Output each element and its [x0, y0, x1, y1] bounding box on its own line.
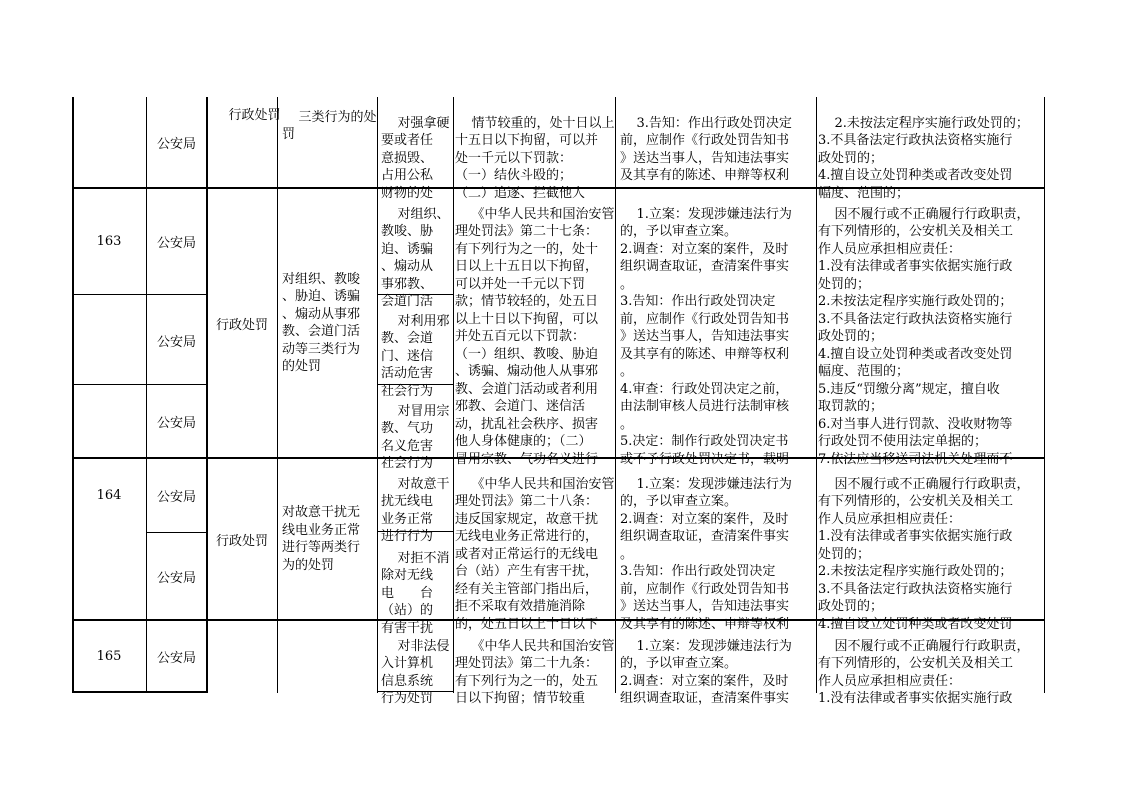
process-cell	[620, 97, 815, 188]
row-number: 164	[96, 488, 122, 503]
item-label: 三类行为的处 罚	[282, 109, 377, 142]
item-cell	[282, 188, 377, 458]
sub-item-cell	[381, 458, 453, 544]
liability-cell	[818, 620, 1044, 706]
dept-label: 公安局	[156, 571, 196, 586]
category-label: 行政处罚	[215, 317, 268, 333]
sub-item-label: 对利用邪 教、会道 门、迷信 活动危害 社会行为	[381, 313, 450, 399]
liability-text: 2.未按法定程序实施行政处罚的； 3.不具备法定行政执法资格实施行 政处罚的； 4.擅自设立处罚种类或者改变处罚 幅度、范围的；	[818, 115, 1029, 201]
sub-item-cell	[381, 295, 453, 399]
table-border	[146, 384, 207, 385]
table-border	[72, 619, 1045, 621]
sub-item-cell	[381, 620, 453, 706]
process-cell	[620, 620, 815, 706]
table-border	[377, 384, 453, 385]
table-border	[377, 691, 453, 692]
category-label: 行政处罚	[228, 107, 281, 123]
basis-text: 情节较重的，处十日以上 十五日以下拘留，可以并 处一千元以下罚款： （一）结伙斗殴的； （二）追逐、拦截他人	[455, 115, 615, 201]
item-label: 对组织、教唆 、胁迫、诱骗 、煽动从事邪 教、会道门活 动等三类行为 的处罚	[282, 271, 361, 374]
row-number: 163	[96, 234, 122, 249]
category-cell	[207, 188, 277, 458]
process-text: 3.告知：作出行政处罚决定 前，应制作《行政处罚告知书 》送达当事人，告知违法事实 及其享有的陈述、申辩等权利	[620, 115, 792, 183]
sub-item-label: 对非法侵 入计算机 信息系统 行为处罚	[381, 638, 450, 706]
liability-cell	[818, 188, 1044, 467]
basis-cell	[455, 97, 615, 201]
dept-cell	[146, 97, 207, 188]
table-border	[72, 691, 207, 693]
table-border	[377, 531, 453, 532]
row-number-cell	[72, 188, 146, 295]
basis-text: 《中华人民共和国治安管 理处罚法》第二十九条： 有下列行为之一的，处五 日以下拘留；情节较重	[455, 638, 615, 706]
item-cell	[282, 458, 377, 620]
liability-cell	[818, 97, 1044, 201]
row-number-cell	[72, 620, 146, 692]
category-cell	[212, 89, 281, 123]
process-text: 1.立案：发现涉嫌违法行为 的，予以审查立案。 2.调查：对立案的案件，及时 组织调查取证，查清案件事实	[620, 638, 792, 706]
liability-text: 因不履行或不正确履行行政职责， 有下列情形的，公安机关及相关工 作人员应承担相应责任： 1.没有法律或者事实依据实施行政 处罚的； 2.未按法定程序实施行政处罚的； 3.不具备法定行政执法资格实施行 政处罚的； 4.擅自设立处罚种类或者改变处罚	[818, 476, 1030, 632]
dept-label: 公安局	[156, 334, 196, 350]
dept-label: 公安局	[156, 490, 196, 505]
table-border	[72, 384, 146, 385]
row-number-cell	[72, 458, 146, 533]
table-border	[72, 457, 1045, 459]
sub-item-cell	[381, 532, 453, 636]
process-cell	[620, 188, 815, 467]
dept-cell	[146, 295, 207, 385]
sub-item-label: 对拒不消 除对无线 电 台 （站）的 有害干扰	[381, 550, 450, 636]
table-border	[146, 294, 207, 295]
basis-text: 《中华人民共和国治安管 理处罚法》第二十八条： 违反国家规定，故意干扰 无线电业务正常进行的， 或者对正常运行的无线电 台（站）产生有害干扰， 经有关主管部门指出后， 拒不采取有效措施消除 的，处五日以上十日以下	[455, 476, 615, 632]
sub-item-cell	[381, 385, 453, 471]
process-cell	[620, 458, 815, 632]
dept-label: 公安局	[156, 650, 196, 666]
table-border	[72, 294, 146, 295]
basis-text: 《中华人民共和国治安管 理处罚法》第二十七条： 有下列行为之一的，处十 日以上十五日以下拘留， 可以并处一千元以下罚 款；情节较轻的，处五日 以上十日以下拘留，可以 并处五百元以下罚款： （一）组织、教唆、胁迫 、诱骗、煽动他人从事邪 教、会道门活动或者利用 邪教、会道门、迷信活 动，扰乱社会秩序、损害 他人身体健康的；（二） 冒用宗教、气功名义进行	[455, 206, 615, 467]
sub-item-label: 对故意干 扰无线电 业务正常 进行行为	[381, 476, 450, 544]
dept-cell	[146, 385, 207, 458]
basis-cell	[455, 620, 615, 706]
dept-cell	[146, 458, 207, 533]
dept-cell	[146, 188, 207, 295]
basis-cell	[455, 458, 615, 632]
dept-label: 公安局	[156, 236, 196, 251]
item-label: 对故意干扰无 线电业务正常 进行等两类行 为的处罚	[282, 505, 361, 573]
process-text: 1.立案：发现涉嫌违法行为 的，予以审查立案。 2.调查：对立案的案件，及时 组织调查取证，查清案件事实 。 3.告知：作出行政处罚决定 前，应制作《行政处罚告知书 》送达当事人，告知违法事实 及其享有的陈述、申辩等权利 。 4.审查：行政处罚决定之前， 由法制审核人员进行法制审核 。 5.决定：制作行政处罚决定书 或不予行政处罚决定书，载明	[620, 206, 792, 467]
table-border	[377, 294, 453, 295]
dept-label: 公安局	[156, 137, 196, 152]
sub-item-cell	[381, 97, 453, 201]
basis-cell	[455, 188, 615, 467]
table-border	[146, 532, 207, 533]
category-cell	[207, 458, 277, 620]
dept-label: 公安局	[156, 416, 196, 431]
sub-item-cell	[381, 188, 453, 309]
sub-item-label: 对强拿硬 要或者任 意损毁、 占用公私 财物的处	[381, 115, 450, 201]
process-text: 1.立案：发现涉嫌违法行为 的，予以审查立案。 2.调查：对立案的案件，及时 组织调查取证，查清案件事实 。 3.告知：作出行政处罚决定 前，应制作《行政处罚告知书 》送达当事人，告知违法事实 及其享有的陈述、申辩等权利	[620, 476, 792, 632]
liability-text: 因不履行或不正确履行行政职责， 有下列情形的，公安机关及相关工 作人员应承担相应责任： 1.没有法律或者事实依据实施行政 处罚的； 2.未按法定程序实施行政处罚的； 3.不具备法定行政执法资格实施行 政处罚的； 4.擅自设立处罚种类或者改变处罚 幅度、范围的； 5.违反“罚缴分离”规定，擅自收 取罚款的； 6.对当事人进行罚款、没收财物等 行政处罚不使用法定单据的； 7.依法应当移送司法机关处理而不	[818, 206, 1030, 467]
dept-cell	[146, 620, 207, 692]
dept-cell	[146, 533, 207, 620]
row-number: 165	[96, 648, 122, 664]
item-cell	[282, 91, 377, 142]
sub-item-label: 对组织、 教唆、胁 迫、诱骗 、煽动从 事邪教、 会道门活	[381, 206, 450, 309]
liability-cell	[818, 458, 1044, 632]
table-border	[72, 187, 1045, 189]
sub-item-label: 对冒用宗 教、气功 名义危害 社会行为	[381, 403, 450, 471]
liability-text: 因不履行或不正确履行行政职责， 有下列情形的，公安机关及相关工 作人员应承担相应责任： 1.没有法律或者事实依据实施行政	[818, 638, 1030, 706]
category-label: 行政处罚	[215, 533, 268, 549]
